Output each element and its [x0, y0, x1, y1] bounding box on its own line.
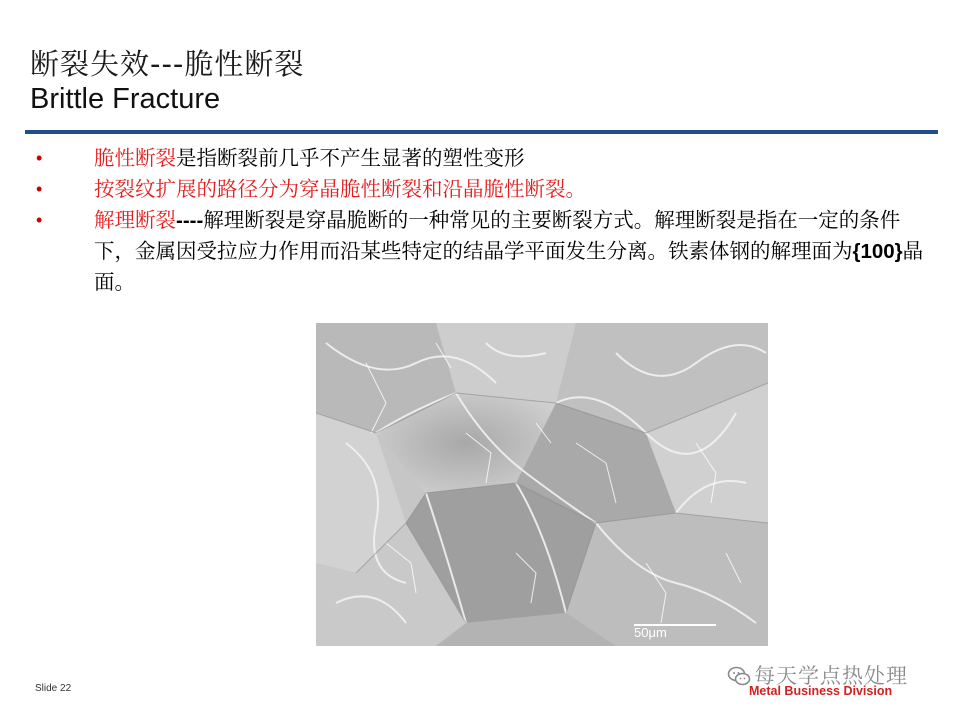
fracture-micrograph: [316, 323, 768, 646]
watermark-text: 每天学点热处理: [754, 664, 908, 688]
bullet-list: [30, 143, 935, 298]
bullet-1-term: 脆性断裂: [94, 146, 176, 170]
scale-bar-label: 50μm: [634, 625, 667, 640]
bullet-item-2: [30, 174, 935, 205]
bullet-dot-icon: •: [36, 210, 43, 230]
title-divider: [25, 130, 938, 134]
bullet-1-text: 是指断裂前几乎不产生显著的塑性变形: [176, 146, 525, 170]
bullet-dot-icon: •: [36, 179, 43, 199]
bullet-3-term: 解理断裂: [94, 208, 176, 232]
slide-title-en: Brittle Fracture: [30, 83, 221, 115]
bullet-2-text: 按裂纹扩展的路径分为穿晶脆性断裂和沿晶脆性断裂。: [94, 177, 586, 201]
bullet-item-1: [30, 143, 935, 174]
slide-number: Slide 22: [35, 683, 72, 694]
bullet-dot-icon: •: [36, 148, 43, 168]
division-label: Metal Business Division: [749, 684, 893, 698]
slide-title-cn: 断裂失效---脆性断裂: [30, 47, 305, 81]
bullet-item-3: [30, 205, 935, 298]
wechat-icon: [727, 664, 751, 688]
bullet-3-dashes: ----: [176, 209, 204, 232]
bullet-3-plane: {100}: [852, 240, 903, 263]
bullet-3-text-end: 晶面。: [94, 239, 924, 294]
bullet-3-text: 解理断裂是穿晶脆断的一种常见的主要断裂方式。解理断裂是指在一定的条件下，金属因受拉应力作用而沿某些特定的结晶学平面发生分离。铁素体钢的解理面为: [94, 208, 901, 263]
